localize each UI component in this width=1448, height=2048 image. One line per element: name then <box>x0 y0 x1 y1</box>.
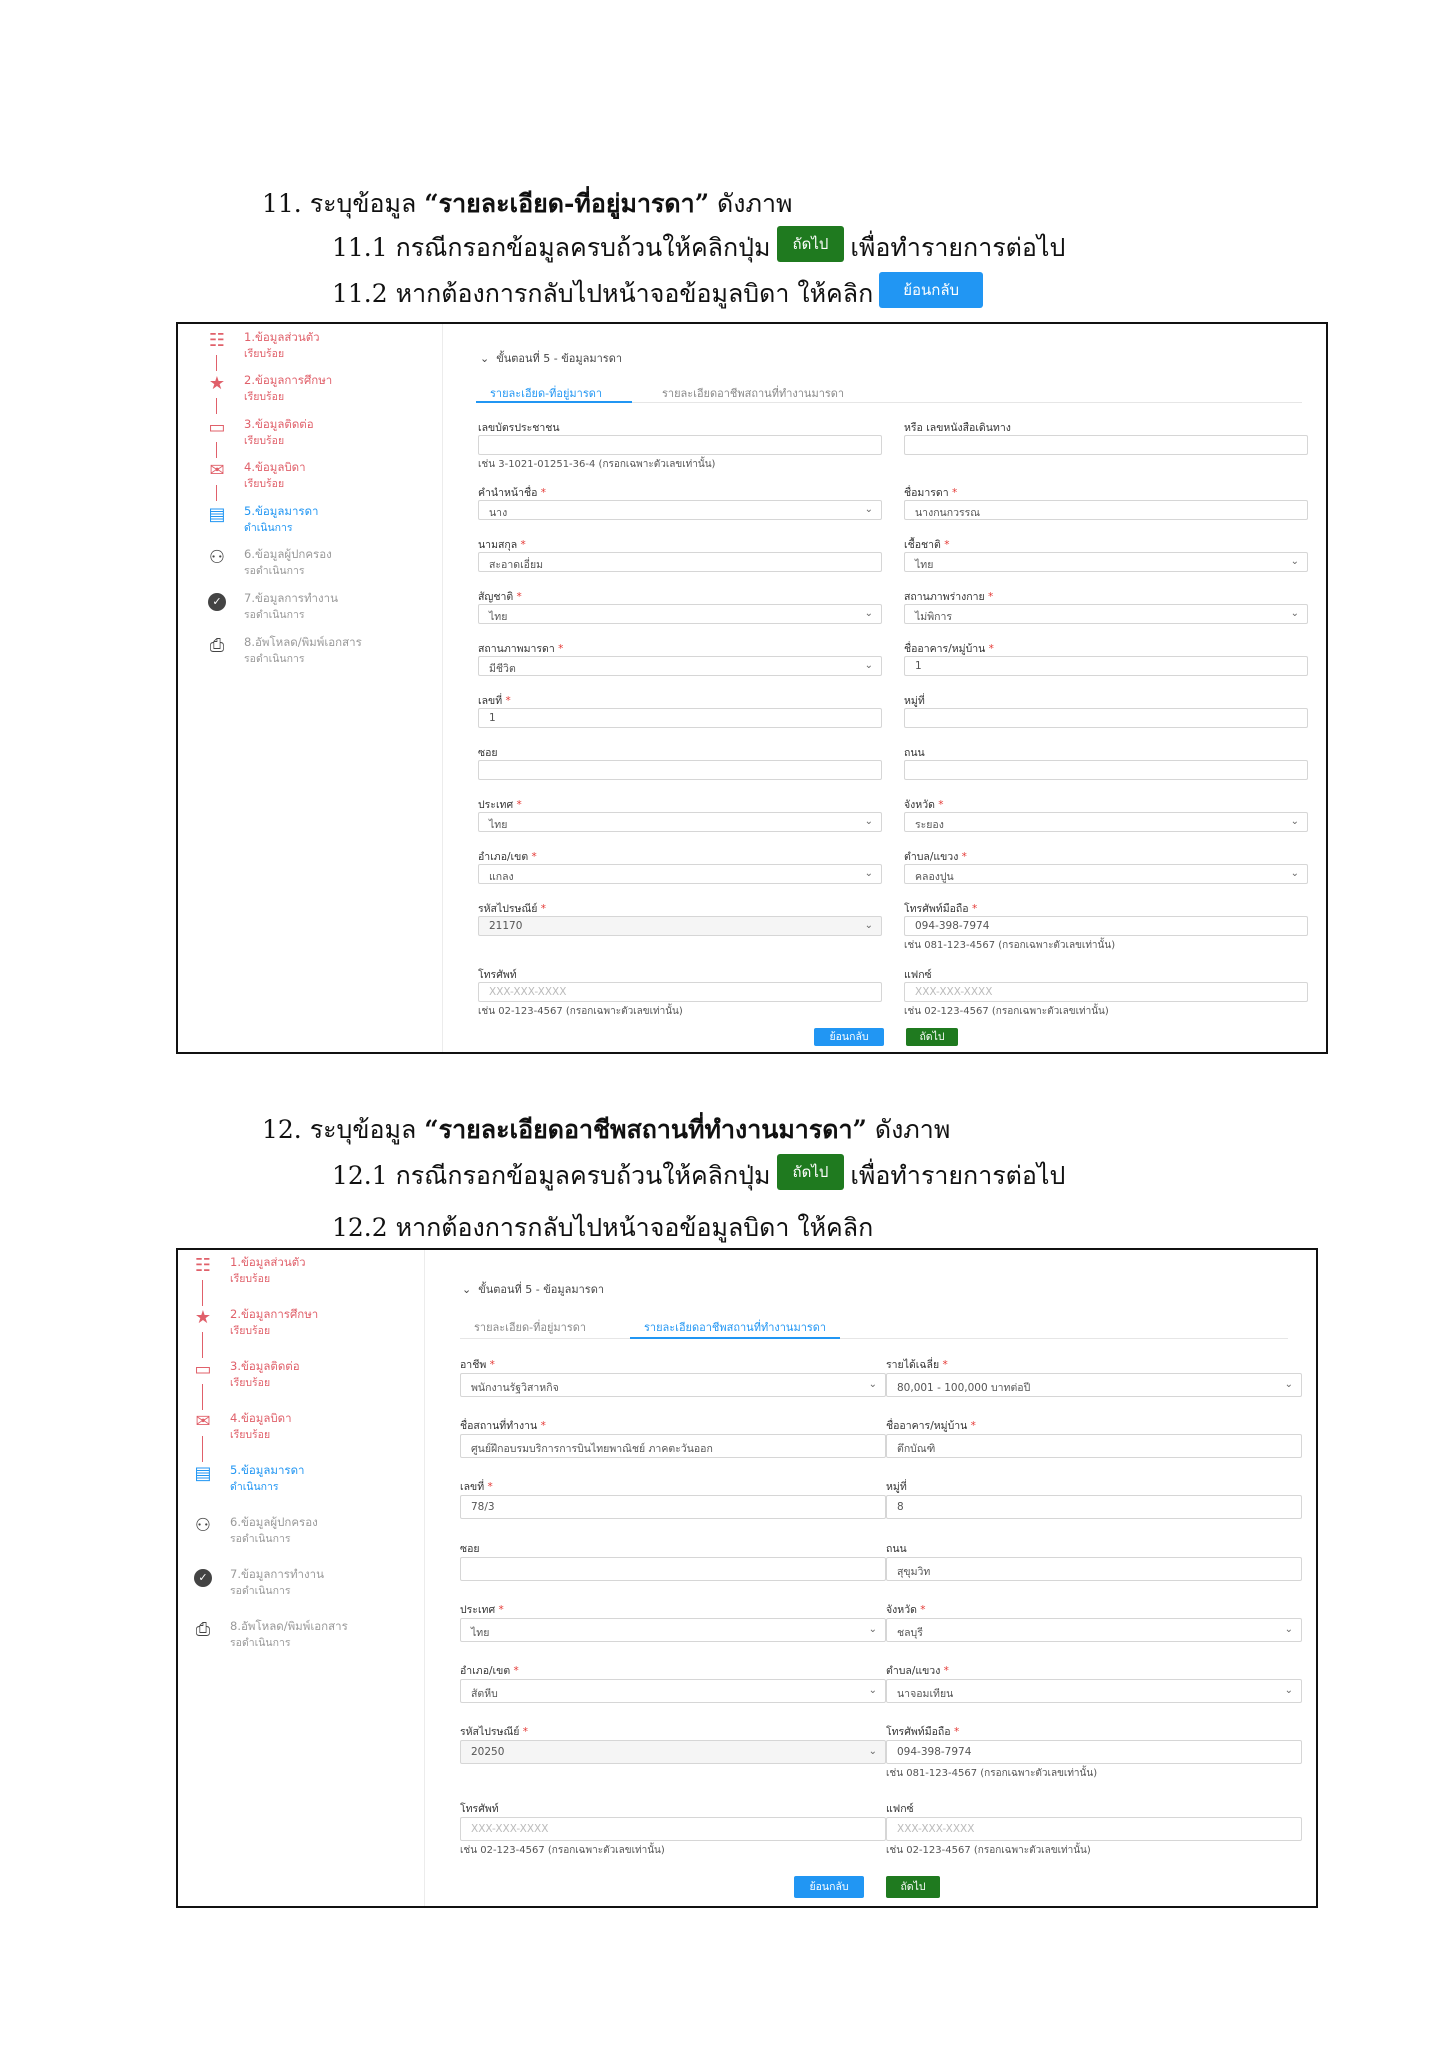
postcode-select[interactable]: 21170 ⌄ <box>478 916 882 936</box>
tab-work[interactable]: รายละเอียดอาชีพสถานที่ทำงานมารดา <box>662 387 845 400</box>
moo-input[interactable]: 8 <box>886 1495 1302 1519</box>
workplace-input[interactable]: ศูนย์ฝึกอบรมบริการการบินไทยพาณิชย์ ภาคตะวันออก <box>460 1434 886 1458</box>
house-no-field: เลขที่ * 78/3 <box>460 1478 886 1520</box>
income-field: รายได้เฉลี่ย * 80,001 - 100,000 บาทต่อปี ⌄ <box>886 1356 1302 1398</box>
workplace-field: ชื่อสถานที่ทำงาน * ศูนย์ฝึกอบรมบริการการบินไทยพาณิชย์ ภาคตะวันออก <box>460 1417 886 1459</box>
id-card-field: เลขบัตรประชาชน เช่น 3-1021-01251-36-4 (กรอกเฉพาะตัวเลขเท่านั้น) <box>478 419 882 479</box>
mobile-input[interactable]: 094-398-7974 <box>886 1740 1302 1764</box>
mail-icon: ✉ <box>195 1411 211 1432</box>
section11-heading: 11. ระบุข้อมูล “รายละเอียด-ที่อยู่มารดา” ดังภาพ <box>262 189 793 218</box>
check-circle-icon: ✓ <box>206 592 228 612</box>
section-title[interactable]: ⌄ ขั้นตอนที่ 5 - ข้อมูลมารดา <box>462 1283 605 1296</box>
chevron-down-icon: ⌄ <box>868 1685 877 1696</box>
id-card-input[interactable] <box>478 435 882 455</box>
postcode-field: รหัสไปรษณีย์ * 21170 ⌄ <box>478 900 882 938</box>
chevron-down-icon: ⌄ <box>864 608 873 619</box>
printer-icon: ⎙ <box>209 635 225 656</box>
disability-field: สถานภาพร่างกาย * ไม่พิการ ⌄ <box>904 588 1308 626</box>
building-field: ชื่ออาคาร/หมู่บ้าน * ตึกบัณฑิ <box>886 1417 1302 1459</box>
subdistrict-select[interactable]: คลองปูน ⌄ <box>904 864 1308 884</box>
clipboard-icon: ☷ <box>208 330 226 351</box>
chevron-down-icon: ⌄ <box>480 352 490 365</box>
district-field: อำเภอ/เขต * แกลง ⌄ <box>478 848 882 886</box>
mother-name-input[interactable]: นางกนกวรรณ <box>904 500 1308 520</box>
mobile-field: โทรศัพท์มือถือ * 094-398-7974 เช่น 081-123-4567 (กรอกเฉพาะตัวเลขเท่านั้น) <box>886 1723 1302 1781</box>
chevron-down-icon: ⌄ <box>864 660 873 671</box>
chevron-down-icon: ⌄ <box>864 504 873 515</box>
subdistrict-select[interactable]: นาจอมเทียน ⌄ <box>886 1679 1302 1703</box>
soi-input[interactable] <box>460 1557 886 1581</box>
passport-field: หรือ เลขหนังสือเดินทาง <box>904 419 1308 459</box>
back-button[interactable]: ย้อนกลับ <box>794 1876 864 1898</box>
moo-input[interactable] <box>904 708 1308 728</box>
income-select[interactable]: 80,001 - 100,000 บาทต่อปี ⌄ <box>886 1373 1302 1397</box>
printer-icon: ⎙ <box>195 1619 211 1640</box>
chevron-down-icon: ⌄ <box>868 1624 877 1635</box>
province-select[interactable]: ระยอง ⌄ <box>904 812 1308 832</box>
section12-line1: 12.1 กรณีกรอกข้อมูลครบถ้วนให้คลิกปุ่ม ถัดไป เพื่อทำรายการต่อไป <box>332 1156 1065 1196</box>
check-circle-icon: ✓ <box>192 1568 214 1588</box>
next-button-sample: ถัดไป <box>777 226 845 262</box>
id-card-icon: ▭ <box>208 417 226 438</box>
soi-field: ซอย <box>478 744 882 782</box>
next-button[interactable]: ถัดไป <box>886 1876 940 1898</box>
postcode-field: รหัสไปรษณีย์ * 20250 ⌄ <box>460 1723 886 1765</box>
ethnicity-field: เชื้อชาติ * ไทย ⌄ <box>904 536 1308 574</box>
lastname-input[interactable]: สะอาดเอี่ยม <box>478 552 882 572</box>
chevron-down-icon: ⌄ <box>1284 1624 1293 1635</box>
road-input[interactable] <box>904 760 1308 780</box>
section11-line2: 11.2 หากต้องการกลับไปหน้าจอข้อมูลบิดา ให้คลิก ย้อนกลับ <box>332 274 989 314</box>
chevron-down-icon: ⌄ <box>868 1379 877 1390</box>
id-card-icon: ▭ <box>194 1359 212 1380</box>
house-no-input[interactable]: 78/3 <box>460 1495 886 1519</box>
chevron-down-icon: ⌄ <box>1290 816 1299 827</box>
mobile-input[interactable]: 094-398-7974 <box>904 916 1308 936</box>
country-field: ประเทศ * ไทย ⌄ <box>478 796 882 834</box>
chevron-down-icon: ⌄ <box>864 816 873 827</box>
book-icon: ▤ <box>194 1463 212 1484</box>
soi-input[interactable] <box>478 760 882 780</box>
disability-select[interactable]: ไม่พิการ ⌄ <box>904 604 1308 624</box>
chevron-down-icon: ⌄ <box>462 1283 472 1296</box>
chevron-down-icon: ⌄ <box>1290 608 1299 619</box>
next-button[interactable]: ถัดไป <box>906 1028 958 1046</box>
section-title[interactable]: ⌄ ขั้นตอนที่ 5 - ข้อมูลมารดา <box>480 352 623 365</box>
fax-input[interactable]: XXX-XXX-XXXX <box>904 982 1308 1002</box>
phone-field: โทรศัพท์ XXX-XXX-XXXX เช่น 02-123-4567 (กรอกเฉพาะตัวเลขเท่านั้น) <box>478 966 882 1022</box>
clipboard-icon: ☷ <box>194 1255 212 1276</box>
sidebar: ☷ 1.ข้อมูลส่วนตัว เรียบร้อย ★ 2.ข้อมูลการศึกษา เรียบร้อย ▭ 3.ข้อมูลติดต่อ เรียบร้อย ✉ 4.ข้อมูลบิดา เรียบร้อย ▤ 5.ข้อมูลมารดา ดำเนินการ ⚇ 6.ข้อมูลผู้ปกครอง รอดำเนินการ ✓ 7.ข้อมูลการทำงาน รอดำเนินการ ⎙ 8.อัพโหลด/พิมพ์เอกสาร รอดำเนินการ <box>178 324 443 1052</box>
back-button-sample: ย้อนกลับ <box>879 272 983 308</box>
tab-address[interactable]: รายละเอียด-ที่อยู่มารดา <box>474 1321 587 1334</box>
nationality-select[interactable]: ไทย ⌄ <box>478 604 882 624</box>
mobile-field: โทรศัพท์มือถือ * 094-398-7974 เช่น 081-123-4567 (กรอกเฉพาะตัวเลขเท่านั้น) <box>904 900 1308 956</box>
chevron-down-icon: ⌄ <box>1290 868 1299 879</box>
chevron-down-icon: ⌄ <box>868 1746 877 1757</box>
occupation-select[interactable]: พนักงานรัฐวิสาหกิจ ⌄ <box>460 1373 886 1397</box>
section12-heading: 12. ระบุข้อมูล “รายละเอียดอาชีพสถานที่ทำงานมารดา” ดังภาพ <box>262 1115 951 1144</box>
section11-line1: 11.1 กรณีกรอกข้อมูลครบถ้วนให้คลิกปุ่ม ถัดไป เพื่อทำรายการต่อไป <box>332 228 1065 268</box>
star-icon: ★ <box>194 1307 212 1328</box>
country-select[interactable]: ไทย ⌄ <box>478 812 882 832</box>
sidebar: ☷ 1.ข้อมูลส่วนตัว เรียบร้อย ★ 2.ข้อมูลการศึกษา เรียบร้อย ▭ 3.ข้อมูลติดต่อ เรียบร้อย ✉ 4.ข้อมูลบิดา เรียบร้อย ▤ 5.ข้อมูลมารดา ดำเนินการ ⚇ 6.ข้อมูลผู้ปกครอง รอดำเนินการ ✓ 7.ข้อมูลการทำงาน รอดำเนินการ ⎙ 8.อัพโหลด/พิมพ์เอกสาร รอดำเนินการ <box>178 1250 425 1906</box>
district-field: อำเภอ/เขต * สัตหีบ ⌄ <box>460 1662 886 1704</box>
house-no-field: เลขที่ * 1 <box>478 692 882 730</box>
phone-input[interactable]: XXX-XXX-XXXX <box>460 1817 886 1841</box>
road-input[interactable]: สุขุมวิท <box>886 1557 1302 1581</box>
nationality-field: สัญชาติ * ไทย ⌄ <box>478 588 882 626</box>
lastname-field: นามสกุล * สะอาดเอี่ยม <box>478 536 882 574</box>
occupation-field: อาชีพ * พนักงานรัฐวิสาหกิจ ⌄ <box>460 1356 886 1398</box>
fax-field: แฟกซ์ XXX-XXX-XXXX เช่น 02-123-4567 (กรอกเฉพาะตัวเลขเท่านั้น) <box>904 966 1308 1022</box>
district-select[interactable]: แกลง ⌄ <box>478 864 882 884</box>
passport-input[interactable] <box>904 435 1308 455</box>
mother-status-field: สถานภาพมารดา * มีชีวิต ⌄ <box>478 640 882 678</box>
book-icon: ▤ <box>208 504 226 525</box>
back-button[interactable]: ย้อนกลับ <box>814 1028 884 1046</box>
ethnicity-select[interactable]: ไทย ⌄ <box>904 552 1308 572</box>
country-select[interactable]: ไทย ⌄ <box>460 1618 886 1642</box>
next-button-sample: ถัดไป <box>777 1154 845 1190</box>
road-field: ถนน สุขุมวิท <box>886 1540 1302 1582</box>
chevron-down-icon: ⌄ <box>864 868 873 879</box>
moo-field: หมู่ที่ 8 <box>886 1478 1302 1520</box>
screenshot-work <box>176 1248 1318 1908</box>
building-input[interactable]: 1 <box>904 656 1308 676</box>
subdistrict-field: ตำบล/แขวง * คลองปูน ⌄ <box>904 848 1308 886</box>
province-field: จังหวัด * ระยอง ⌄ <box>904 796 1308 834</box>
chevron-down-icon: ⌄ <box>1290 556 1299 567</box>
district-select[interactable]: สัตหีบ ⌄ <box>460 1679 886 1703</box>
house-no-input[interactable]: 1 <box>478 708 882 728</box>
chevron-down-icon: ⌄ <box>1284 1685 1293 1696</box>
chevron-down-icon: ⌄ <box>864 920 873 931</box>
province-field: จังหวัด * ชลบุรี ⌄ <box>886 1601 1302 1643</box>
mother-status-select[interactable]: มีชีวิต ⌄ <box>478 656 882 676</box>
chevron-down-icon: ⌄ <box>1284 1379 1293 1390</box>
fax-input[interactable]: XXX-XXX-XXXX <box>886 1817 1302 1841</box>
tab-address[interactable]: รายละเอียด-ที่อยู่มารดา <box>490 387 603 400</box>
mail-icon: ✉ <box>209 460 225 481</box>
tab-work[interactable]: รายละเอียดอาชีพสถานที่ทำงานมารดา <box>644 1321 827 1334</box>
country-field: ประเทศ * ไทย ⌄ <box>460 1601 886 1643</box>
section12-line2: 12.2 หากต้องการกลับไปหน้าจอข้อมูลบิดา ให้คลิก <box>332 1213 874 1242</box>
soi-field: ซอย <box>460 1540 886 1582</box>
fax-field: แฟกซ์ XXX-XXX-XXXX เช่น 02-123-4567 (กรอกเฉพาะตัวเลขเท่านั้น) <box>886 1800 1302 1860</box>
building-input[interactable]: ตึกบัณฑิ <box>886 1434 1302 1458</box>
phone-input[interactable]: XXX-XXX-XXXX <box>478 982 882 1002</box>
people-icon: ⚇ <box>208 547 226 568</box>
building-field: ชื่ออาคาร/หมู่บ้าน * 1 <box>904 640 1308 678</box>
phone-field: โทรศัพท์ XXX-XXX-XXXX เช่น 02-123-4567 (กรอกเฉพาะตัวเลขเท่านั้น) <box>460 1800 886 1860</box>
star-icon: ★ <box>208 373 226 394</box>
province-select[interactable]: ชลบุรี ⌄ <box>886 1618 1302 1642</box>
mother-name-field: ชื่อมารดา * นางกนกวรรณ <box>904 484 1308 522</box>
screenshot-address <box>176 322 1328 1054</box>
subdistrict-field: ตำบล/แขวง * นาจอมเทียน ⌄ <box>886 1662 1302 1704</box>
moo-field: หมู่ที่ <box>904 692 1308 730</box>
prefix-select[interactable]: นาง ⌄ <box>478 500 882 520</box>
postcode-select[interactable]: 20250 ⌄ <box>460 1740 886 1764</box>
prefix-field: คำนำหน้าชื่อ * นาง ⌄ <box>478 484 882 522</box>
road-field: ถนน <box>904 744 1308 782</box>
people-icon: ⚇ <box>194 1515 212 1536</box>
